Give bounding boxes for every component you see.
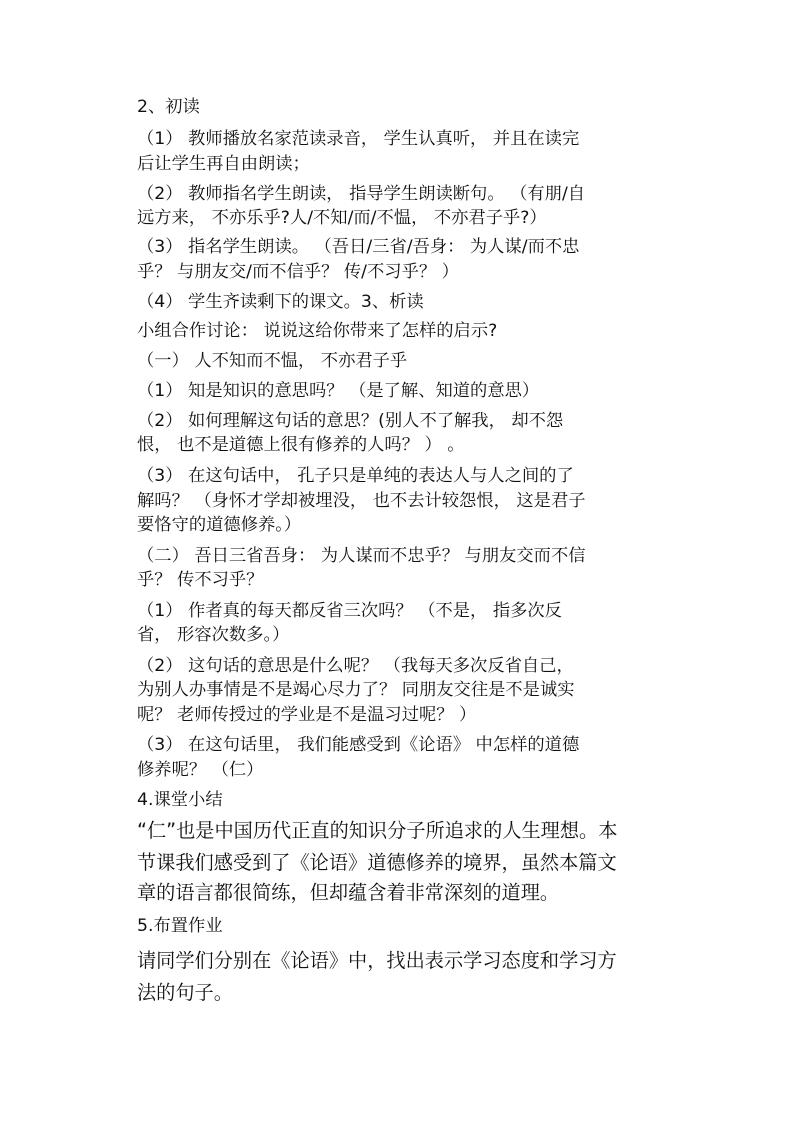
homework-line: 请同学们分别在《论语》中，找出表示学习态度和学习方	[137, 949, 617, 972]
section-heading-summary: 4.课堂小结	[137, 790, 223, 810]
paragraph-line: 远方来， 不亦乐乎?人/不知/而/不愠， 不亦君子乎?）	[137, 208, 547, 228]
paragraph-line: 要恪守的道德修养。）	[137, 515, 302, 535]
paragraph-line: （3） 指名学生朗读。 （吾日/三省/吾身： 为人谋/而不忠	[137, 237, 580, 257]
paragraph-line: 呢？ 老师传授过的学业是不是温习过呢？ ）	[137, 705, 477, 725]
paragraph-line: 恨， 也不是道德上很有修养的人吗？ ） 。	[137, 435, 465, 455]
paragraph-line: 乎？ 传不习乎？	[137, 570, 264, 590]
paragraph-line: （1） 教师播放名家范读录音， 学生认真听， 并且在读完	[137, 129, 580, 149]
paragraph-line: （2） 这句话的意思是什么呢？ （我每天多次反省自己，	[137, 656, 574, 676]
paragraph-line: （1） 作者真的每天都反省三次吗？ （不是， 指多次反	[137, 601, 562, 621]
subheading-line: （一） 人不知而不愠， 不亦君子乎	[137, 351, 408, 371]
summary-line: 章的语言都很简练，但却蕴含着非常深刻的道理。	[137, 881, 560, 904]
paragraph-line: 后让学生再自由朗读；	[137, 154, 310, 174]
paragraph-line: 修养呢？ （仁）	[137, 760, 264, 780]
paragraph-line: （3） 在这句话中， 孔子只是单纯的表达人与人之间的了	[137, 466, 574, 486]
paragraph-line: 为别人办事情是不是竭心尽力了？ 同朋友交往是不是诚实	[137, 680, 575, 700]
paragraph-line: 乎？ 与朋友交/而不信乎？ 传/不习乎？ ）	[137, 262, 459, 282]
section-heading-first-reading: 2、初读	[137, 97, 200, 117]
paragraph-line: （4） 学生齐读剩下的课文。3、析读	[137, 292, 424, 312]
paragraph-line: （2） 教师指名学生朗读， 指导学生朗读断句。 （有朋/自	[137, 184, 586, 204]
paragraph-line: 省， 形容次数多。）	[137, 625, 290, 645]
summary-line: “仁”也是中国历代正直的知识分子所追求的人生理想。本	[137, 819, 618, 842]
paragraph-line: 解吗？ （身怀才学却被埋没， 也不去计较怨恨， 这是君子	[137, 491, 586, 511]
section-heading-homework: 5.布置作业	[137, 916, 223, 936]
paragraph-line: （1） 知是知识的意思吗？ （是了解、知道的意思）	[137, 381, 540, 401]
paragraph-line: 小组合作讨论： 说说这给你带来了怎样的启示?	[137, 321, 498, 341]
homework-line: 法的句子。	[137, 981, 233, 1004]
paragraph-line: （3） 在这句话里， 我们能感受到《论语》 中怎样的道德	[137, 735, 580, 755]
summary-line: 节课我们感受到了《论语》道德修养的境界，虽然本篇文	[137, 851, 617, 874]
subheading-line: （二） 吾日三省吾身： 为人谋而不忠乎？ 与朋友交而不信	[137, 546, 586, 566]
paragraph-line: （2） 如何理解这句话的意思？(别人不了解我， 却不怨	[137, 411, 564, 431]
